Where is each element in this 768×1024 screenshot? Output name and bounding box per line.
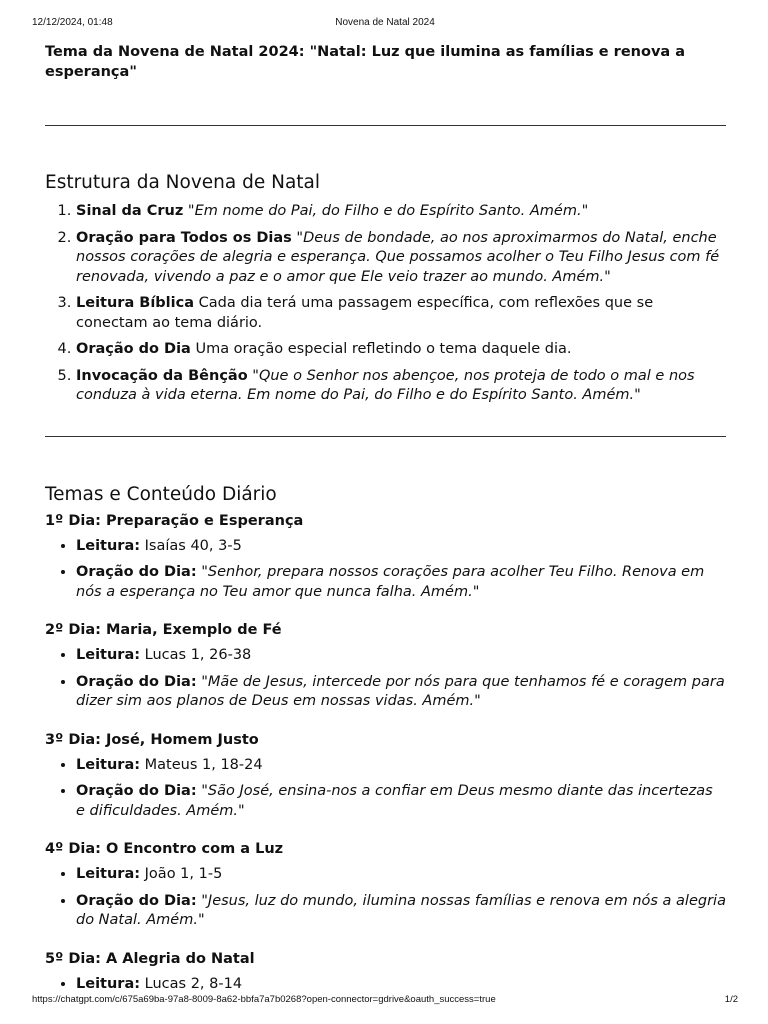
day-list bbox=[45, 756, 726, 822]
print-page-number: 1/2 bbox=[724, 994, 738, 1005]
day-reading bbox=[76, 865, 726, 885]
structure-item-title: Oração para Todos os Dias bbox=[76, 229, 292, 246]
day-reading bbox=[76, 975, 726, 995]
print-header bbox=[32, 17, 738, 31]
structure-item bbox=[76, 340, 726, 360]
prayer-text: Mãe de Jesus, intercede por nós para que tenhamos fé e coragem para dizer sim aos planos de Deus em nossas vidas. Amém. bbox=[76, 673, 725, 709]
structure-item-title: Oração do Dia bbox=[76, 341, 191, 357]
structure-item-prayer: Que o Senhor nos abençoe, nos proteja de todo o mal e nos conduza à vida eterna. Em nome do Pai, do Filho e do Espírito Santo. Amém. bbox=[76, 367, 695, 403]
structure-item-text: Uma oração especial refletindo o tema daquele dia. bbox=[190, 341, 572, 357]
structure-list bbox=[45, 202, 726, 406]
day-list bbox=[45, 537, 726, 603]
day-prayer: • Oração do Dia: "Jesus, luz do mundo, ilumina nossas famílias e renova em nós a alegria do Natal. Amém." bbox=[76, 892, 726, 931]
day-list bbox=[45, 646, 726, 712]
structure-item bbox=[76, 367, 726, 406]
prayer-text: Jesus, luz do mundo, ilumina nossas famílias e renova em nós a alegria do Natal. Amém. bbox=[76, 892, 726, 928]
reading-label: Leitura: bbox=[76, 647, 141, 663]
document-content bbox=[45, 42, 726, 1001]
reading-ref: Mateus 1, 18-24 bbox=[140, 756, 263, 773]
quote-mark: " bbox=[581, 203, 589, 219]
novena-theme: Tema da Novena de Natal 2024: "Natal: Luz que ilumina as famílias e renova a esperança" bbox=[45, 44, 686, 80]
quote-mark: " bbox=[183, 203, 195, 219]
reading-label: Leitura: bbox=[76, 975, 141, 992]
structure-item-prayer: Em nome do Pai, do Filho e do Espírito Santo. Amém. bbox=[194, 203, 582, 219]
prayer-label: Oração do Dia: bbox=[76, 783, 197, 799]
day-prayer: • Oração do Dia: "São José, ensina-nos a confiar em Deus mesmo diante das incertezas e dificuldades. Amém." bbox=[76, 782, 726, 821]
day-reading bbox=[76, 646, 726, 666]
quote-mark: " bbox=[634, 387, 641, 403]
day-list bbox=[45, 975, 726, 995]
quote-mark: " bbox=[604, 268, 611, 285]
day-reading bbox=[76, 756, 726, 776]
structure-item-title: Sinal da Cruz bbox=[76, 203, 184, 219]
print-url: https://chatgpt.com/c/675a69ba-97a8-8009-8a62-bbfa7a7b0268?open-connector=gdrive&oauth_success=true bbox=[32, 994, 496, 1005]
day-prayer: • Oração do Dia: "Mãe de Jesus, intercede por nós para que tenhamos fé e coragem para dizer sim aos planos de Deus em nossas vidas. Amém." bbox=[76, 673, 726, 712]
prayer-label: Oração do Dia: bbox=[76, 673, 197, 690]
day-title: 4º Dia: O Encontro com a Luz bbox=[45, 841, 284, 857]
structure-item-text: Cada dia terá uma passagem específica, com reflexões que se conectam ao tema diário. bbox=[76, 295, 654, 331]
structure-item-title: Invocação da Bênção bbox=[76, 367, 248, 384]
day-title: 2º Dia: Maria, Exemplo de Fé bbox=[45, 622, 282, 638]
day-title: 1º Dia: Preparação e Esperança bbox=[45, 512, 304, 529]
reading-ref: Isaías 40, 3-5 bbox=[140, 537, 242, 554]
structure-item-title: Leitura Bíblica bbox=[76, 295, 195, 311]
structure-item bbox=[76, 229, 726, 288]
reading-label: Leitura: bbox=[76, 537, 141, 554]
prayer-text: São José, ensina-nos a confiar em Deus mesmo diante das incertezas e dificuldades. Amém. bbox=[76, 783, 713, 819]
reading-ref: João 1, 1-5 bbox=[140, 866, 223, 882]
print-footer bbox=[32, 994, 738, 1008]
print-datetime: 12/12/2024, 01:48 bbox=[32, 17, 113, 28]
day-list bbox=[45, 865, 726, 931]
day-reading bbox=[76, 537, 726, 557]
print-title: Novena de Natal 2024 bbox=[335, 17, 435, 28]
section-divider bbox=[45, 436, 726, 437]
prayer-text: Senhor, prepara nossos corações para acolher Teu Filho. Renova em nós a esperança no Teu amor que nunca falha. Amém. bbox=[76, 564, 705, 600]
structure-item bbox=[76, 294, 726, 333]
section-divider bbox=[45, 125, 726, 126]
daily-heading: Temas e Conteúdo Diário bbox=[45, 483, 277, 505]
reading-label: Leitura: bbox=[76, 866, 141, 882]
day-title: 3º Dia: José, Homem Justo bbox=[45, 731, 259, 748]
structure-item bbox=[76, 202, 726, 222]
day-prayer: • Oração do Dia: "Senhor, prepara nossos corações para acolher Teu Filho. Renova em nós a esperança no Teu amor que nunca falha. Amém." bbox=[76, 563, 726, 602]
prayer-label: Oração do Dia: bbox=[76, 892, 197, 909]
prayer-label: Oração do Dia: bbox=[76, 564, 197, 580]
quote-mark: " bbox=[291, 229, 304, 246]
reading-ref: Lucas 1, 26-38 bbox=[140, 647, 252, 663]
quote-mark: " bbox=[247, 367, 259, 384]
structure-heading: Estrutura da Novena de Natal bbox=[45, 172, 321, 193]
structure-item-prayer: Deus de bondade, ao nos aproximarmos do Natal, enche nossos corações de alegria e esperança. Que possamos acolher o Teu Filho Jesus com fé renovada, vivendo a paz e o amor que Ele veio trazer ao mundo. Amém. bbox=[76, 229, 720, 285]
day-title: 5º Dia: A Alegria do Natal bbox=[45, 950, 255, 967]
reading-ref: Lucas 2, 8-14 bbox=[140, 975, 243, 992]
reading-label: Leitura: bbox=[76, 756, 141, 773]
